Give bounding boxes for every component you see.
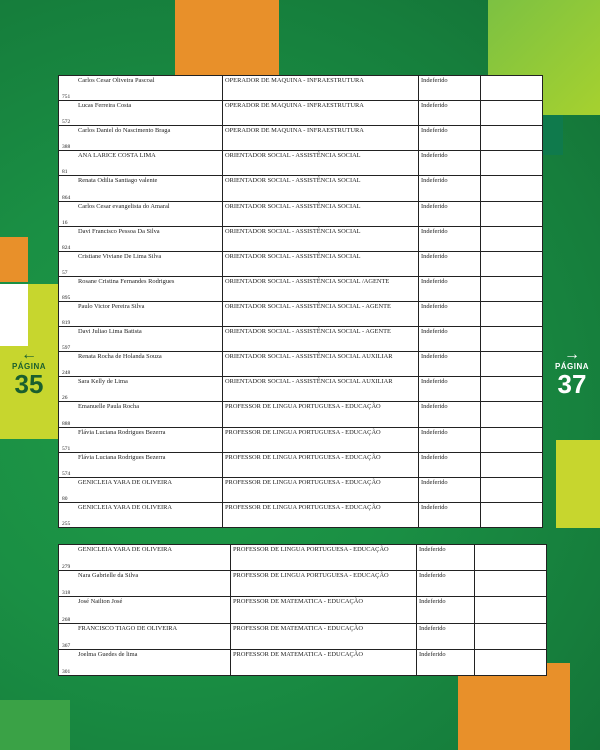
empty-cell	[481, 176, 543, 201]
candidate-cell	[59, 101, 223, 126]
registration-number: 751	[62, 94, 71, 101]
table-row	[59, 327, 543, 352]
candidate-cell	[59, 402, 223, 427]
registration-number: 824	[62, 244, 71, 251]
table-row	[59, 251, 543, 276]
empty-cell	[481, 276, 543, 301]
candidate-name: José Nailton José	[78, 598, 123, 606]
role-cell	[231, 649, 417, 675]
role-cell	[231, 545, 417, 571]
candidate-name: Flávia Luciana Rodrigues Bezerra	[78, 428, 166, 436]
candidate-cell	[59, 545, 231, 571]
registration-number: 819	[62, 320, 71, 327]
status-text: Indeferido	[421, 202, 448, 210]
status-text: Indeferido	[421, 227, 448, 235]
candidate-cell	[59, 76, 223, 101]
status-cell	[417, 649, 475, 675]
role-text: PROFESSOR DE LINGUA PORTUGUESA - EDUCAÇÃO	[233, 546, 389, 553]
candidate-name: ANA LARICE COSTA LIMA	[78, 152, 156, 160]
status-text: Indeferido	[421, 252, 448, 260]
arrow-left-icon: ←	[21, 346, 37, 363]
role-cell	[223, 226, 419, 251]
status-cell	[419, 452, 481, 477]
candidate-name: GENICLEIA YARA DE OLIVEIRA	[78, 503, 173, 511]
empty-cell	[475, 545, 547, 571]
status-cell	[419, 502, 481, 527]
candidate-cell	[59, 452, 223, 477]
table-row	[59, 76, 543, 101]
empty-cell	[481, 226, 543, 251]
status-text: Indeferido	[421, 302, 448, 310]
role-cell	[223, 101, 419, 126]
table-row	[59, 276, 543, 301]
empty-cell	[481, 502, 543, 527]
green-block-bottom-left	[0, 700, 70, 750]
status-cell	[417, 597, 475, 623]
status-cell	[419, 477, 481, 502]
role-text: ORIENTADOR SOCIAL - ASSISTÊNCIA SOCIAL	[225, 202, 361, 210]
status-text: Indeferido	[419, 572, 446, 580]
role-text: ORIENTADOR SOCIAL - ASSISTÊNCIA SOCIAL - AGENTE	[225, 302, 391, 310]
empty-cell	[481, 251, 543, 276]
teal-block-right	[543, 115, 563, 155]
results-table-1	[58, 75, 543, 528]
empty-cell	[481, 327, 543, 352]
role-cell	[223, 477, 419, 502]
role-text: ORIENTADOR SOCIAL - ASSISTÊNCIA SOCIAL - AGENTE	[225, 328, 391, 336]
role-text: PROFESSOR DE MATEMATICA - EDUCAÇÃO	[233, 650, 363, 658]
table-row	[59, 502, 543, 527]
table-row	[59, 301, 543, 326]
status-text: Indeferido	[421, 277, 448, 285]
candidate-name: Emanuelle Paula Rocha	[78, 403, 140, 411]
candidate-cell	[59, 477, 223, 502]
role-text: ORIENTADOR SOCIAL - ASSISTÊNCIA SOCIAL AUXILIAR	[225, 378, 393, 386]
registration-number: 279	[62, 564, 71, 571]
candidate-cell	[59, 226, 223, 251]
status-cell	[419, 126, 481, 151]
status-text: Indeferido	[421, 428, 448, 436]
empty-cell	[481, 101, 543, 126]
candidate-name: Davi Francisco Pessoa Da Silva	[78, 227, 160, 235]
empty-cell	[481, 76, 543, 101]
status-cell	[419, 402, 481, 427]
status-cell	[419, 427, 481, 452]
registration-number: 888	[62, 420, 71, 427]
registration-number: 248	[62, 370, 71, 377]
candidate-name: Nara Gabrielle da Silva	[78, 572, 139, 580]
empty-cell	[481, 352, 543, 377]
previous-page-label: PÁGINA	[11, 362, 47, 371]
registration-number: 597	[62, 345, 71, 352]
previous-page-number: 35	[14, 369, 44, 399]
status-cell	[419, 377, 481, 402]
empty-cell	[481, 377, 543, 402]
arrow-right-icon: →	[564, 346, 580, 363]
previous-page-link[interactable]	[4, 346, 54, 399]
registration-number: 367	[62, 642, 71, 649]
candidate-name: Carlos Cesar Oliveira Pascoal	[78, 77, 155, 84]
role-text: PROFESSOR DE LINGUA PORTUGUESA - EDUCAÇÃO	[225, 453, 381, 461]
table-row	[59, 477, 543, 502]
candidate-name: Lucas Ferreira Costa	[78, 102, 132, 110]
registration-number: 81	[62, 169, 68, 176]
table-row	[59, 623, 547, 649]
role-text: PROFESSOR DE LINGUA PORTUGUESA - EDUCAÇÃO	[225, 428, 381, 436]
role-cell	[231, 597, 417, 623]
registration-number: 268	[62, 616, 71, 623]
status-cell	[419, 327, 481, 352]
status-text: Indeferido	[421, 177, 448, 185]
role-cell	[223, 251, 419, 276]
table-row	[59, 545, 547, 571]
status-cell	[419, 101, 481, 126]
next-page-link[interactable]	[546, 346, 598, 399]
candidate-name: Joelma Guedes de lima	[78, 650, 138, 658]
status-cell	[419, 76, 481, 101]
role-cell	[223, 402, 419, 427]
status-cell	[417, 571, 475, 597]
registration-number: 57	[62, 269, 68, 276]
candidate-cell	[59, 176, 223, 201]
candidate-cell	[59, 649, 231, 675]
status-text: Indeferido	[419, 624, 446, 632]
registration-number: 864	[62, 194, 71, 201]
role-cell	[223, 201, 419, 226]
status-text: Indeferido	[421, 353, 448, 361]
role-cell	[231, 571, 417, 597]
role-text: OPERADOR DE MAQUINA - INFRAESTRUTURA	[225, 77, 364, 84]
status-text: Indeferido	[421, 378, 448, 386]
candidate-cell	[59, 502, 223, 527]
orange-block-left	[0, 237, 28, 282]
role-cell	[223, 176, 419, 201]
status-text: Indeferido	[419, 546, 446, 553]
candidate-name: Carlos Cesar evangelista do Amaral	[78, 202, 170, 210]
role-text: ORIENTADOR SOCIAL - ASSISTÊNCIA SOCIAL AUXILIAR	[225, 353, 393, 361]
table-row	[59, 126, 543, 151]
status-cell	[419, 352, 481, 377]
candidate-cell	[59, 251, 223, 276]
table-row	[59, 226, 543, 251]
empty-cell	[481, 301, 543, 326]
next-page-label: PÁGINA	[554, 362, 590, 371]
empty-cell	[481, 427, 543, 452]
orange-block-bottom-right	[458, 663, 570, 750]
registration-number: 26	[62, 395, 68, 402]
candidate-cell	[59, 151, 223, 176]
registration-number: 255	[62, 521, 71, 527]
status-cell	[419, 251, 481, 276]
white-block-left	[0, 284, 28, 346]
role-text: PROFESSOR DE MATEMATICA - EDUCAÇÃO	[233, 598, 363, 606]
status-text: Indeferido	[421, 102, 448, 110]
role-text: ORIENTADOR SOCIAL - ASSISTÊNCIA SOCIAL /AGENTE	[225, 277, 390, 285]
lime-block-right	[556, 440, 600, 528]
registration-number: 572	[62, 119, 71, 126]
results-table-2	[58, 544, 547, 676]
status-cell	[417, 623, 475, 649]
role-text: ORIENTADOR SOCIAL - ASSISTÊNCIA SOCIAL	[225, 227, 361, 235]
empty-cell	[475, 597, 547, 623]
role-text: PROFESSOR DE LINGUA PORTUGUESA - EDUCAÇÃO	[225, 403, 381, 411]
next-page-number: 37	[557, 369, 587, 399]
role-text: PROFESSOR DE LINGUA PORTUGUESA - EDUCAÇÃO	[225, 478, 381, 486]
candidate-name: Renata Odilia Santiago valente	[78, 177, 158, 185]
empty-cell	[475, 571, 547, 597]
candidate-name: GENICLEIA YARA DE OLIVEIRA	[78, 546, 173, 553]
candidate-name: Sara Kelly de Lima	[78, 378, 128, 386]
results-table-sheet-1	[58, 75, 542, 528]
table-row	[59, 201, 543, 226]
role-cell	[223, 352, 419, 377]
candidate-cell	[59, 571, 231, 597]
status-text: Indeferido	[421, 127, 448, 135]
registration-number: 571	[62, 445, 71, 452]
empty-cell	[481, 126, 543, 151]
status-cell	[419, 276, 481, 301]
registration-number: 318	[62, 590, 71, 597]
status-text: Indeferido	[421, 478, 448, 486]
table-row	[59, 452, 543, 477]
empty-cell	[481, 201, 543, 226]
table-row	[59, 377, 543, 402]
role-cell	[223, 76, 419, 101]
status-cell	[419, 201, 481, 226]
status-text: Indeferido	[421, 328, 448, 336]
registration-number: 16	[62, 219, 68, 226]
candidate-name: Davi Juliao Lima Batista	[78, 328, 142, 336]
status-text: Indeferido	[421, 403, 448, 411]
role-text: PROFESSOR DE LINGUA PORTUGUESA - EDUCAÇÃO	[233, 572, 389, 580]
status-text: Indeferido	[419, 598, 446, 606]
empty-cell	[481, 477, 543, 502]
registration-number: 388	[62, 144, 71, 151]
status-cell	[419, 151, 481, 176]
role-cell	[223, 151, 419, 176]
status-text: Indeferido	[421, 453, 448, 461]
table-row	[59, 151, 543, 176]
table-row	[59, 597, 547, 623]
registration-number: 895	[62, 294, 71, 301]
role-cell	[223, 301, 419, 326]
status-text: Indeferido	[421, 77, 448, 84]
candidate-cell	[59, 427, 223, 452]
table-row	[59, 176, 543, 201]
candidate-name: Renata Rocha de Holanda Souza	[78, 353, 162, 361]
role-text: OPERADOR DE MAQUINA - INFRAESTRUTURA	[225, 127, 364, 135]
role-cell	[223, 452, 419, 477]
empty-cell	[481, 402, 543, 427]
status-cell	[419, 176, 481, 201]
registration-number: 80	[62, 495, 68, 502]
role-text: ORIENTADOR SOCIAL - ASSISTÊNCIA SOCIAL	[225, 152, 361, 160]
candidate-cell	[59, 352, 223, 377]
table-row	[59, 402, 543, 427]
role-cell	[231, 623, 417, 649]
status-text: Indeferido	[419, 650, 446, 658]
empty-cell	[481, 452, 543, 477]
orange-block-top	[175, 0, 279, 75]
role-text: ORIENTADOR SOCIAL - ASSISTÊNCIA SOCIAL	[225, 177, 361, 185]
role-text: OPERADOR DE MAQUINA - INFRAESTRUTURA	[225, 102, 364, 110]
candidate-name: Cristiane Viviane De Lima Silva	[78, 252, 162, 260]
table-row	[59, 427, 543, 452]
role-cell	[223, 502, 419, 527]
role-cell	[223, 427, 419, 452]
role-text: ORIENTADOR SOCIAL - ASSISTÊNCIA SOCIAL	[225, 252, 361, 260]
candidate-cell	[59, 327, 223, 352]
table-row	[59, 649, 547, 675]
status-text: Indeferido	[421, 503, 448, 511]
candidate-name: Paulo Victor Pereira Silva	[78, 302, 145, 310]
registration-number: 574	[62, 470, 71, 477]
candidate-name: FRANCISCO TIAGO DE OLIVEIRA	[78, 624, 178, 632]
role-cell	[223, 327, 419, 352]
candidate-cell	[59, 623, 231, 649]
candidate-cell	[59, 201, 223, 226]
table-row	[59, 352, 543, 377]
role-cell	[223, 377, 419, 402]
empty-cell	[481, 151, 543, 176]
candidate-cell	[59, 377, 223, 402]
registration-number: 301	[62, 669, 71, 675]
empty-cell	[475, 623, 547, 649]
status-cell	[417, 545, 475, 571]
candidate-name: GENICLEIA YARA DE OLIVEIRA	[78, 478, 173, 486]
candidate-cell	[59, 276, 223, 301]
status-cell	[419, 226, 481, 251]
role-text: PROFESSOR DE LINGUA PORTUGUESA - EDUCAÇÃO	[225, 503, 381, 511]
candidate-name: Carlos Daniel do Nascimento Braga	[78, 127, 171, 135]
candidate-cell	[59, 301, 223, 326]
candidate-name: Rosane Cristina Fernandes Rodrigues	[78, 277, 175, 285]
empty-cell	[475, 649, 547, 675]
candidate-name: Flávia Luciana Rodrigues Bezerra	[78, 453, 166, 461]
role-cell	[223, 126, 419, 151]
role-text: PROFESSOR DE MATEMATICA - EDUCAÇÃO	[233, 624, 363, 632]
candidate-cell	[59, 597, 231, 623]
status-text: Indeferido	[421, 152, 448, 160]
status-cell	[419, 301, 481, 326]
results-table-sheet-2	[58, 544, 546, 676]
role-cell	[223, 276, 419, 301]
candidate-cell	[59, 126, 223, 151]
table-row	[59, 101, 543, 126]
table-row	[59, 571, 547, 597]
